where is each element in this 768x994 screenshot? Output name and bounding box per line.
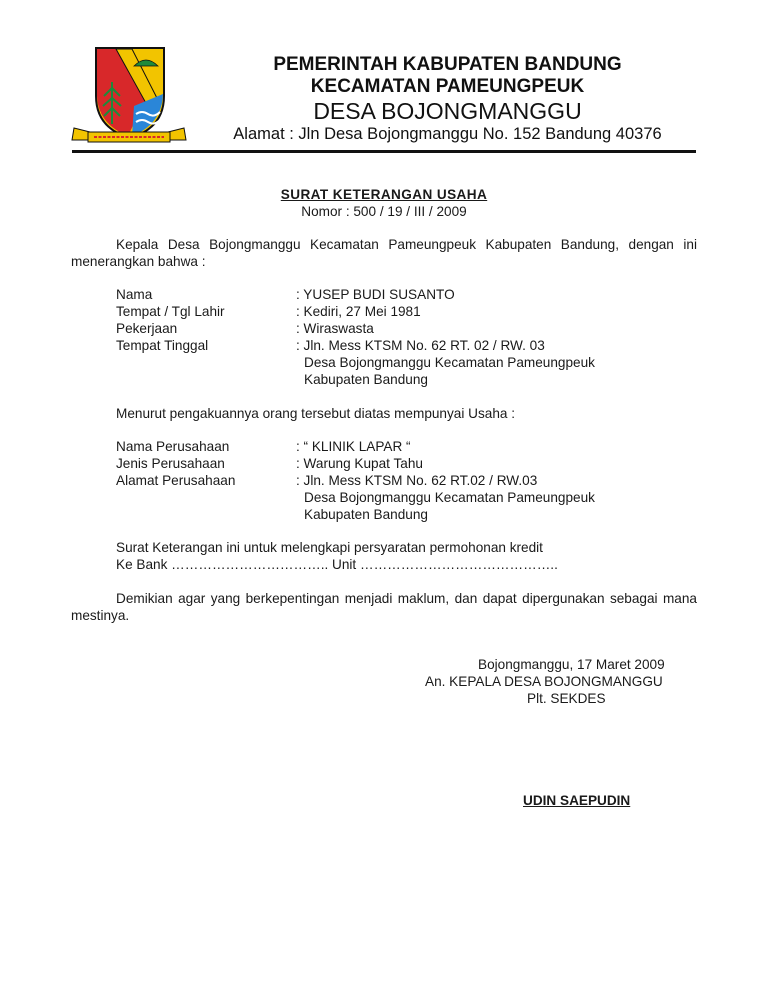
person-birth-value: : Kediri, 27 Mei 1981	[296, 304, 421, 319]
signatory-name: UDIN SAEPUDIN	[523, 793, 631, 808]
statement-text: Menurut pengakuannya orang tersebut diatas mempunyai Usaha :	[116, 406, 515, 421]
business-address-value: : Jln. Mess KTSM No. 62 RT.02 / RW.03	[296, 473, 538, 488]
signature-position: An. KEPALA DESA BOJONGMANGGU	[425, 674, 663, 689]
business-type-label: Jenis Perusahaan	[116, 456, 225, 471]
letterhead-government: PEMERINTAH KABUPATEN BANDUNG	[273, 54, 622, 75]
closing-paragraph: Demikian agar yang berkepentingan menjadi maklum, dan dapat dipergunakan sebagai mana mestinya.	[71, 591, 697, 623]
bandung-regency-emblem-icon	[70, 44, 188, 154]
person-address-line3: Kabupaten Bandung	[304, 372, 428, 387]
business-name-label: Nama Perusahaan	[116, 439, 230, 454]
person-name-label: Nama	[116, 287, 153, 302]
business-address-label: Alamat Perusahaan	[116, 473, 236, 488]
person-address-line2: Desa Bojongmanggu Kecamatan Pameungpeuk	[304, 355, 595, 370]
purpose-line2: Ke Bank …………………………….. Unit ……………………………………..	[116, 557, 558, 572]
letterhead-village: DESA BOJONGMANGGU	[313, 98, 582, 124]
signature-place-date: Bojongmanggu, 17 Maret 2009	[478, 657, 665, 672]
letter-title: SURAT KETERANGAN USAHA	[280, 187, 488, 202]
business-address-line3: Kabupaten Bandung	[304, 507, 428, 522]
person-job-label: Pekerjaan	[116, 321, 178, 336]
business-name-value: : “ KLINIK LAPAR “	[296, 439, 411, 454]
person-birth-label: Tempat / Tgl Lahir	[116, 304, 225, 319]
business-type-value: : Warung Kupat Tahu	[296, 456, 423, 471]
signature-role: Plt. SEKDES	[527, 691, 606, 706]
person-job-value: : Wiraswasta	[296, 321, 374, 336]
person-name-value: : YUSEP BUDI SUSANTO	[296, 287, 455, 302]
business-address-line2: Desa Bojongmanggu Kecamatan Pameungpeuk	[304, 490, 595, 505]
person-address-value: : Jln. Mess KTSM No. 62 RT. 02 / RW. 03	[296, 338, 545, 353]
letter-number: Nomor : 500 / 19 / III / 2009	[301, 204, 467, 219]
letterhead-district: KECAMATAN PAMEUNGPEUK	[310, 76, 585, 97]
person-address-label: Tempat Tinggal	[116, 338, 209, 353]
letterhead-divider	[72, 150, 696, 153]
purpose-line1: Surat Keterangan ini untuk melengkapi persyaratan permohonan kredit	[116, 540, 543, 555]
letterhead-address: Alamat : Jln Desa Bojongmanggu No. 152 Bandung 40376	[233, 125, 662, 143]
intro-paragraph: Kepala Desa Bojongmanggu Kecamatan Pameungpeuk Kabupaten Bandung, dengan ini menerangkan bahwa :	[71, 237, 697, 269]
